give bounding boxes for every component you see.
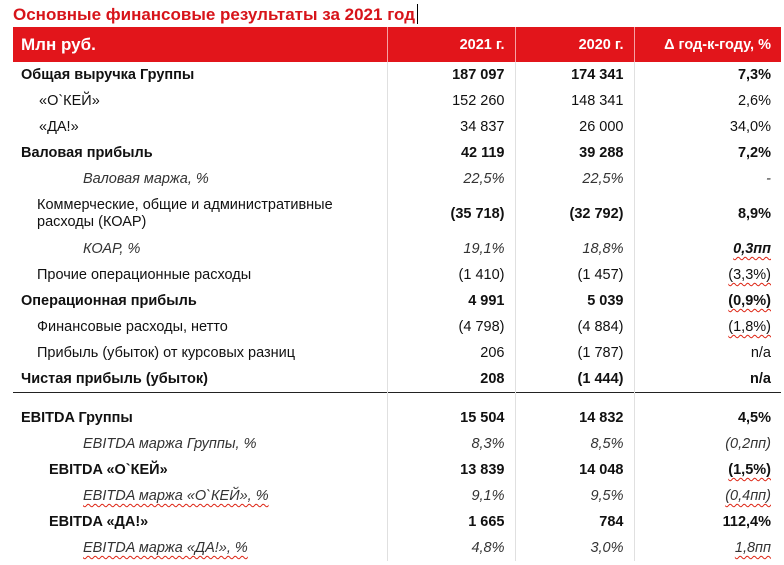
row-label: EBITDA маржа Группы, % xyxy=(83,436,257,452)
value-yoy: 112,4% xyxy=(634,509,781,535)
table-row xyxy=(13,509,781,535)
value-2021: 152 260 xyxy=(387,88,515,114)
table-row xyxy=(13,114,781,140)
value-2021: 15 504 xyxy=(387,405,515,431)
value-2021: (35 718) xyxy=(387,192,515,236)
value-yoy: (0,2пп) xyxy=(634,431,781,457)
table-row xyxy=(13,288,781,314)
value-yoy: (0,9%) xyxy=(728,293,771,309)
value-2021: 208 xyxy=(387,366,515,393)
value-2021: 8,3% xyxy=(387,431,515,457)
row-label: EBITDA «ДА!» xyxy=(49,514,149,530)
table-row xyxy=(13,457,781,483)
table-row xyxy=(13,431,781,457)
value-2020: 174 341 xyxy=(515,62,634,88)
header-label: Млн руб. xyxy=(13,27,387,62)
value-yoy: 4,5% xyxy=(634,405,781,431)
value-2020: (1 444) xyxy=(515,366,634,393)
value-2021: 9,1% xyxy=(387,483,515,509)
value-yoy: 7,3% xyxy=(634,62,781,88)
value-2020: 3,0% xyxy=(515,535,634,561)
value-yoy: n/a xyxy=(634,366,781,393)
value-2020: 18,8% xyxy=(515,236,634,262)
row-label: EBITDA маржа «ДА!», % xyxy=(83,540,248,556)
table-row xyxy=(13,314,781,340)
value-2021: 34 837 xyxy=(387,114,515,140)
table-row xyxy=(13,166,781,192)
value-2021: (4 798) xyxy=(387,314,515,340)
page-title: Основные финансовые результаты за 2021 год xyxy=(13,4,418,25)
value-2021: 206 xyxy=(387,340,515,366)
value-2021: 1 665 xyxy=(387,509,515,535)
row-label: «О`КЕЙ» xyxy=(39,93,100,109)
table-row xyxy=(13,140,781,166)
table-row xyxy=(13,192,781,236)
table-row xyxy=(13,405,781,431)
value-yoy: 2,6% xyxy=(634,88,781,114)
value-2020: 14 832 xyxy=(515,405,634,431)
value-2021: 13 839 xyxy=(387,457,515,483)
value-yoy: n/a xyxy=(634,340,781,366)
table-row xyxy=(13,236,781,262)
value-2020: (4 884) xyxy=(515,314,634,340)
table-row xyxy=(13,340,781,366)
table-row xyxy=(13,535,781,561)
row-label: Прочие операционные расходы xyxy=(37,267,252,283)
value-2020: 8,5% xyxy=(515,431,634,457)
row-label: Чистая прибыль (убыток) xyxy=(21,371,208,387)
financial-results-table xyxy=(13,27,781,561)
value-2020: 148 341 xyxy=(515,88,634,114)
row-label: Валовая маржа, % xyxy=(83,171,209,187)
row-label: Коммерческие, общие и административные расходы (КОАР) xyxy=(37,197,333,230)
value-2021: 4 991 xyxy=(387,288,515,314)
section-divider xyxy=(13,393,781,406)
header-yoy: Δ год-к-году, % xyxy=(634,27,781,62)
value-yoy: (1,5%) xyxy=(728,462,771,478)
value-2021: 42 119 xyxy=(387,140,515,166)
value-2021: 19,1% xyxy=(387,236,515,262)
row-label: «ДА!» xyxy=(39,119,79,135)
row-label: EBITDA Группы xyxy=(21,410,133,426)
table-row xyxy=(13,483,781,509)
header-2021: 2021 г. xyxy=(387,27,515,62)
value-yoy: 8,9% xyxy=(634,192,781,236)
table-row xyxy=(13,62,781,88)
table-row xyxy=(13,88,781,114)
table-header xyxy=(13,27,781,62)
row-label: EBITDA маржа «О`КЕЙ», % xyxy=(83,488,269,504)
text-cursor xyxy=(417,4,418,24)
row-label: Финансовые расходы, нетто xyxy=(37,319,228,335)
header-2020: 2020 г. xyxy=(515,27,634,62)
value-2020: 784 xyxy=(515,509,634,535)
value-2020: 9,5% xyxy=(515,483,634,509)
table-row xyxy=(13,366,781,393)
table-row xyxy=(13,262,781,288)
value-yoy: 0,3пп xyxy=(733,241,771,257)
value-2021: (1 410) xyxy=(387,262,515,288)
value-yoy: (0,4пп) xyxy=(725,488,771,504)
row-label: Прибыль (убыток) от курсовых разниц xyxy=(37,345,296,361)
value-2021: 187 097 xyxy=(387,62,515,88)
value-yoy: (1,8%) xyxy=(728,319,771,335)
value-yoy: (3,3%) xyxy=(728,267,771,283)
value-2020: 5 039 xyxy=(515,288,634,314)
value-2020: 22,5% xyxy=(515,166,634,192)
value-2021: 4,8% xyxy=(387,535,515,561)
value-2020: 14 048 xyxy=(515,457,634,483)
row-label: Валовая прибыль xyxy=(21,145,153,161)
value-2020: (1 787) xyxy=(515,340,634,366)
value-yoy: 7,2% xyxy=(634,140,781,166)
row-label: Операционная прибыль xyxy=(21,293,197,309)
value-2020: 26 000 xyxy=(515,114,634,140)
value-2020: (1 457) xyxy=(515,262,634,288)
value-2020: (32 792) xyxy=(515,192,634,236)
value-yoy: 34,0% xyxy=(634,114,781,140)
value-2021: 22,5% xyxy=(387,166,515,192)
value-yoy: - xyxy=(634,166,781,192)
value-yoy: 1,8пп xyxy=(734,540,771,556)
row-label: КОАР, % xyxy=(83,241,141,257)
row-label: Общая выручка Группы xyxy=(21,67,195,83)
row-label: EBITDA «О`КЕЙ» xyxy=(49,462,168,478)
value-2020: 39 288 xyxy=(515,140,634,166)
